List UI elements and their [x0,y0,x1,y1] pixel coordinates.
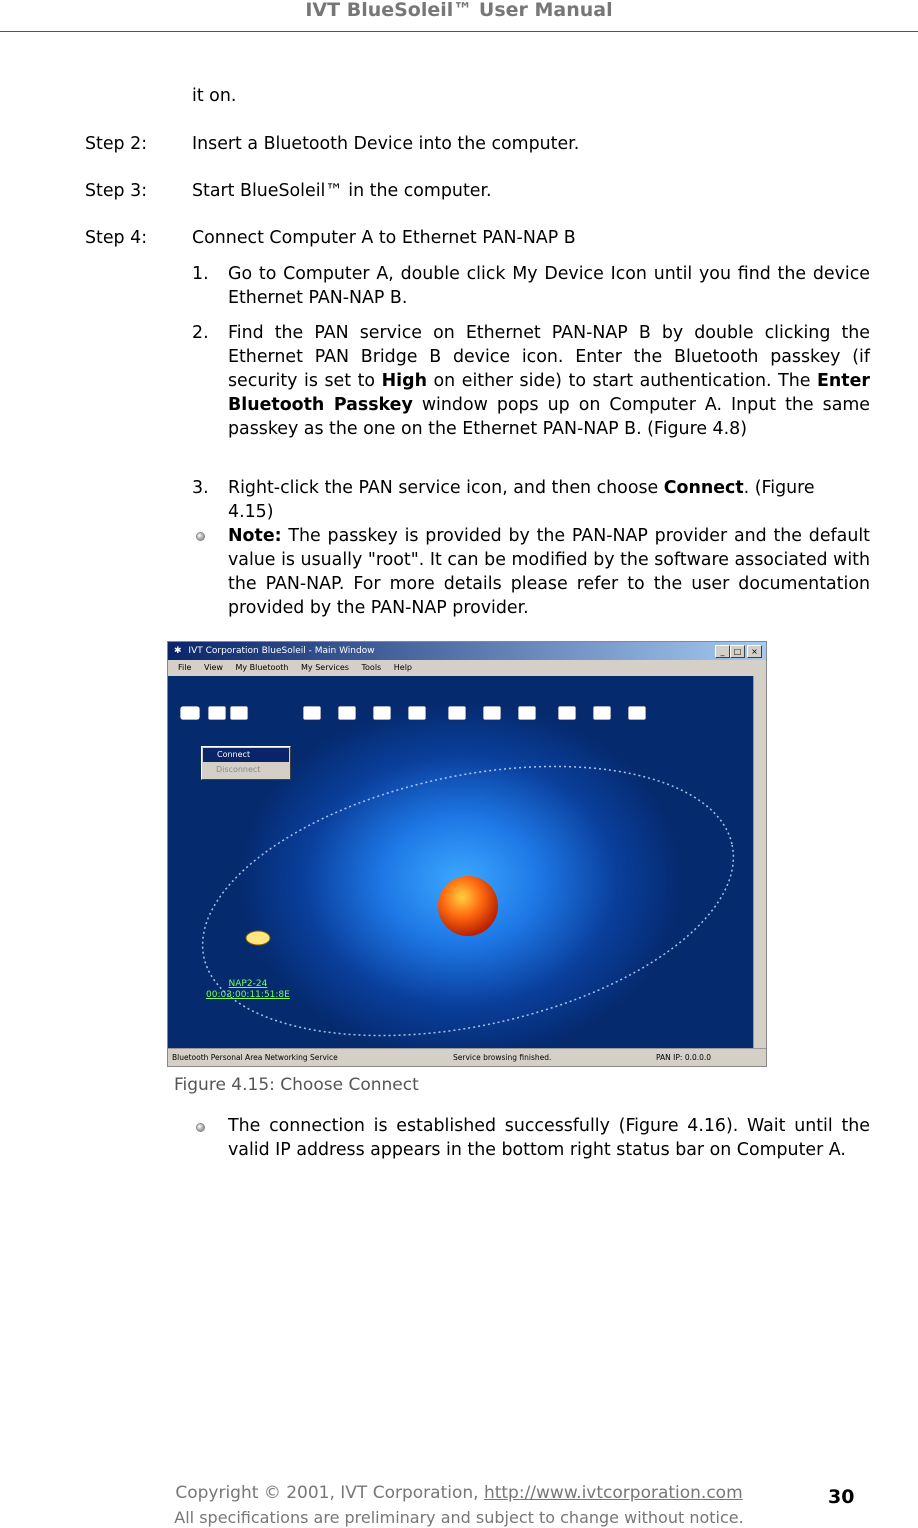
step-2-text: Insert a Bluetooth Device into the computer. [192,134,580,154]
fax-service-icon [373,706,391,720]
object-push-icon [518,706,536,720]
figure-caption: Figure 4.15: Choose Connect [174,1075,419,1095]
ivt-website-link[interactable]: http://www.ivtcorporation.com [483,1483,743,1503]
note-label: Note: [228,526,282,546]
footer-copyright: Copyright © 2001, IVT Corporation, http://www.ivtcorporation.com [175,1483,743,1503]
network-service-icon [303,706,321,720]
note-text: Note: The passkey is provided by the PAN-NAP provider and the default value is usually "root". It can be modified by the software associated with the PAN-NAP. For more details please refer to the user documentation provided by the PAN-NAP provider. [228,526,870,618]
status-service: Bluetooth Personal Area Networking Service [172,1053,338,1062]
connection-established-text: The connection is established successfully (Figure 4.16). Wait until the valid IP address appears in the bottom right status bar on Computer A. [228,1116,870,1160]
headset-service-icon [628,706,646,720]
context-menu [201,746,291,780]
lan-service-icon [230,706,248,720]
bluetooth-icon: ✱ [174,646,182,656]
nap-device-label[interactable] [206,979,290,1001]
step-2-label: Step 2: [85,134,148,154]
step-4-label: Step 4: [85,228,148,248]
bullet-icon [196,1123,205,1132]
page-number: 30 [828,1486,855,1508]
status-pan-ip: PAN IP: 0.0.0.0 [656,1053,712,1062]
figure-screenshot [167,641,767,1067]
menu-my-bluetooth[interactable]: My Bluetooth [235,663,289,672]
main-view [168,676,753,1048]
context-menu-connect[interactable]: Connect [203,748,289,762]
substep-3-text: Right-click the PAN service icon, and then choose Connect. (Figure 4.15) [228,478,815,522]
substep-2-number: 2. [192,323,209,343]
footer-notice: All specifications are preliminary and subject to change without notice. [174,1508,744,1527]
device-address: 00:03:00:11:51:8E [206,990,290,1000]
maximize-button[interactable]: □ [730,645,745,658]
status-browsing: Service browsing finished. [453,1053,552,1062]
hid-service-icon [558,706,576,720]
close-button[interactable]: × [747,645,762,658]
step-3-text: Start BlueSoleil™ in the computer. [192,181,492,201]
local-device-sphere [438,876,498,936]
vertical-scrollbar[interactable] [753,676,767,1048]
bold-high: High [381,371,427,391]
bold-enter-passkey: Enter Bluetooth Passkey [228,371,870,415]
menu-bar [168,660,766,676]
minimize-button[interactable]: _ [715,645,730,658]
dun-service-icon [208,706,226,720]
step-4-text: Connect Computer A to Ethernet PAN-NAP B [192,228,576,248]
substep-2-text: Find the PAN service on Ethernet PAN-NAP B by double clicking the Ethernet PAN Bridge B device icon. Enter the Bluetooth passkey (if security is set to High on either side) to start authentication. The Enter Bluetooth Passkey window pops up on Computer A. Input the same passkey as the one on the Ethernet PAN-NAP B. (Figure 4.8) [228,323,870,439]
device-name: NAP2-24 [228,979,268,989]
page-header: IVT BlueSoleil™ User Manual [305,0,613,21]
step-3-label: Step 3: [85,181,148,201]
substep-1-number: 1. [192,264,209,284]
window-titlebar [168,642,766,660]
header-divider [0,31,918,32]
context-menu-disconnect: Disconnect [216,765,261,774]
continuation-text: it on. [192,86,237,106]
window-title: IVT Corporation BlueSoleil - Main Window [188,646,375,656]
substep-1-text: Go to Computer A, double click My Device Icon until you find the device Ethernet PAN-NAP B. [228,264,870,308]
pan-service-icon [180,706,200,720]
nap-device-icon [246,931,270,945]
menu-file[interactable]: File [178,663,192,672]
sync-service-icon [483,706,501,720]
bold-connect: Connect [663,478,744,498]
audio-service-icon [593,706,611,720]
substep-3-number: 3. [192,478,209,498]
printer-service-icon [408,706,426,720]
bullet-icon [196,532,205,541]
service-icons [180,706,646,720]
status-bar [168,1048,766,1067]
ftp-service-icon [448,706,466,720]
menu-help[interactable]: Help [393,663,413,672]
menu-tools[interactable]: Tools [361,663,382,672]
menu-view[interactable]: View [203,663,223,672]
serial-service-icon [338,706,356,720]
menu-my-services[interactable]: My Services [301,663,349,672]
